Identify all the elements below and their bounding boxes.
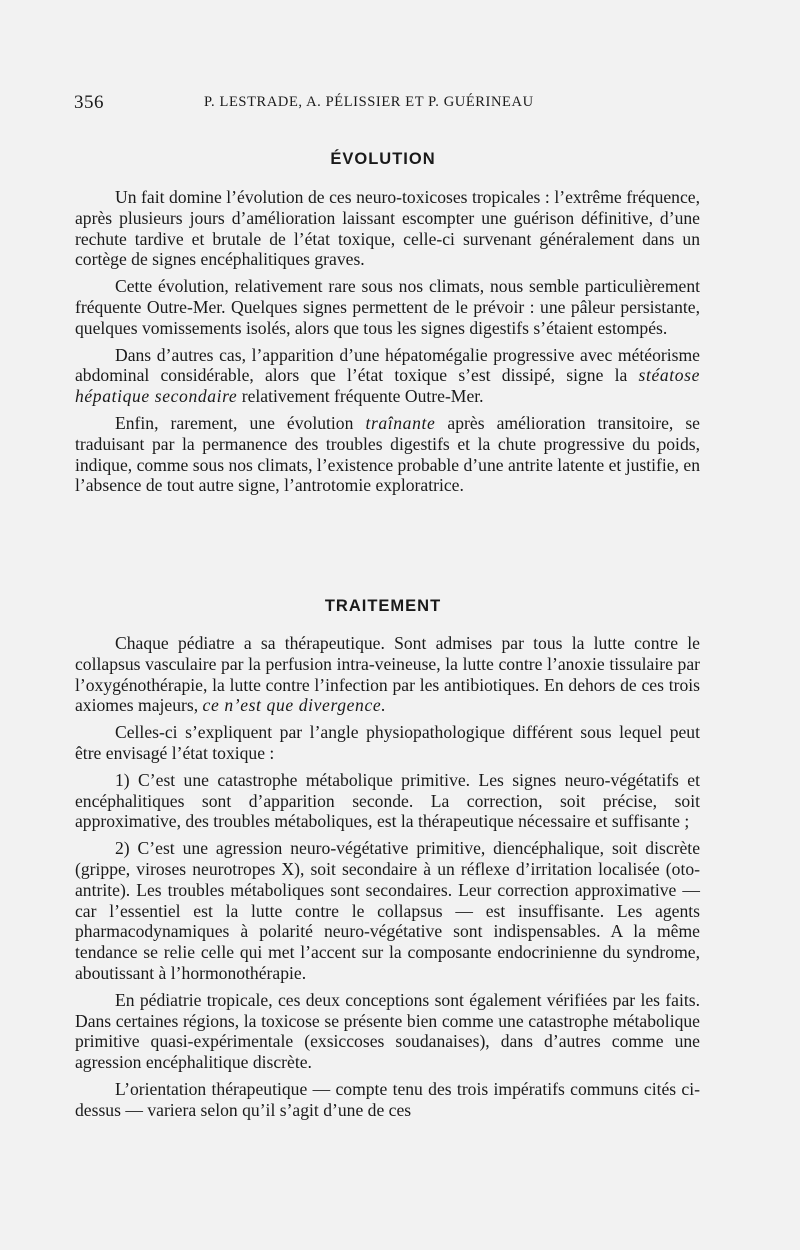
section-title-traitement: TRAITEMENT: [324, 597, 442, 615]
page-header: [74, 92, 700, 114]
evolution-section-body: [75, 187, 700, 502]
text-run: Dans d’autres cas, l’apparition d’une hépatomégalie progressive avec météorisme abdominal considérable, alors que l’état toxique s’est dissipé, signe la: [75, 344, 700, 386]
running-head: P. LESTRADE, A. PÉLISSIER ET P. GUÉRINEAU: [204, 94, 534, 110]
paragraph: En pédiatrie tropicale, ces deux conceptions sont également vérifiées par les faits. Dans certaines régions, la toxicose se présente bien comme une catastrophe métabolique primitive quasi-expérimentale (exsiccoses soudanaises), dans d’autres comme une agression encéphalitique discrète.: [75, 989, 700, 1073]
paragraph: L’orientation thérapeutique — compte tenu des trois impératifs communs cités ci-dessus — variera selon qu’il s’agit d’une de ces: [75, 1078, 700, 1120]
text-run: Enfin, rarement, une évolution: [115, 412, 354, 433]
paragraph: 1) C’est une catastrophe métabolique primitive. Les signes neuro-végétatifs et encéphalitiques sont d’apparition seconde. La correction, soit précise, soit approximative, des troubles métaboliques, est la thérapeutique nécessaire et suffisante ;: [75, 769, 700, 832]
text-run: Chaque pédiatre a sa thérapeutique. Sont admises par tous la lutte contre le collapsus vasculaire par la perfusion intra-veineuse, la lutte contre l’anoxie tissulaire par l’oxygénothérapie, la lutte contre l’infection par les antibiotiques. En dehors de ces trois axiomes majeurs,: [75, 633, 700, 716]
italic-term: traînante: [365, 412, 436, 433]
paragraph: Un fait domine l’évolution de ces neuro-toxicoses tropicales : l’extrême fréquence, après plusieurs jours d’amélioration laissant escompter une guérison définitive, d’une rechute tardive et brutale de l’état toxique, celle-ci survenant généralement dans un cortège de signes encéphalitiques graves.: [75, 187, 700, 270]
text-run: relativement fréquente Outre-Mer.: [241, 386, 484, 407]
paragraph: 2) C’est une agression neuro-végétative primitive, diencéphalique, soit discrète (grippe, viroses neurotropes X), soit secondaire à un réflexe d’irritation localisée (oto-antrite). Les troubles métaboliques sont secondaires. Leur correction approximative — car l’essentiel est la lutte contre le collapsus — est insuffisante. Les agents pharmacodynamiques à polarité neuro-végétative sont indispensables. A la même tendance se relie celle qui met l’accent sur la composante endocrinienne du syndrome, aboutissant à l’hormonothérapie.: [75, 838, 700, 983]
paragraph: Celles-ci s’expliquent par l’angle physiopathologique différent sous lequel peut être envisagé l’état toxique :: [75, 722, 700, 763]
italic-term: stéatose hépatique secondaire: [75, 365, 701, 407]
text-run: après amélioration transitoire, se traduisant par la permanence des troubles digestifs et la chute progressive du poids, indique, comme sous nos climats, l’existence probable d’une antrite latente et justifie, en l’absence de tout autre signe, l’antrotomie exploratrice.: [75, 412, 700, 496]
section-title-evolution: ÉVOLUTION: [330, 150, 436, 168]
italic-phrase: ce n’est que divergence.: [202, 695, 387, 716]
paragraph: [75, 345, 700, 407]
traitement-section-body: [75, 633, 700, 1127]
paragraph: [75, 633, 700, 716]
paragraph: [75, 413, 700, 496]
paragraph: Cette évolution, relativement rare sous nos climats, nous semble particulièrement fréquente Outre-Mer. Quelques signes permettent de le prévoir : une pâleur persistante, quelques vomissements isolés, alors que tous les signes digestifs s’étaient estompés.: [75, 276, 700, 338]
page-number: 356: [74, 92, 104, 113]
